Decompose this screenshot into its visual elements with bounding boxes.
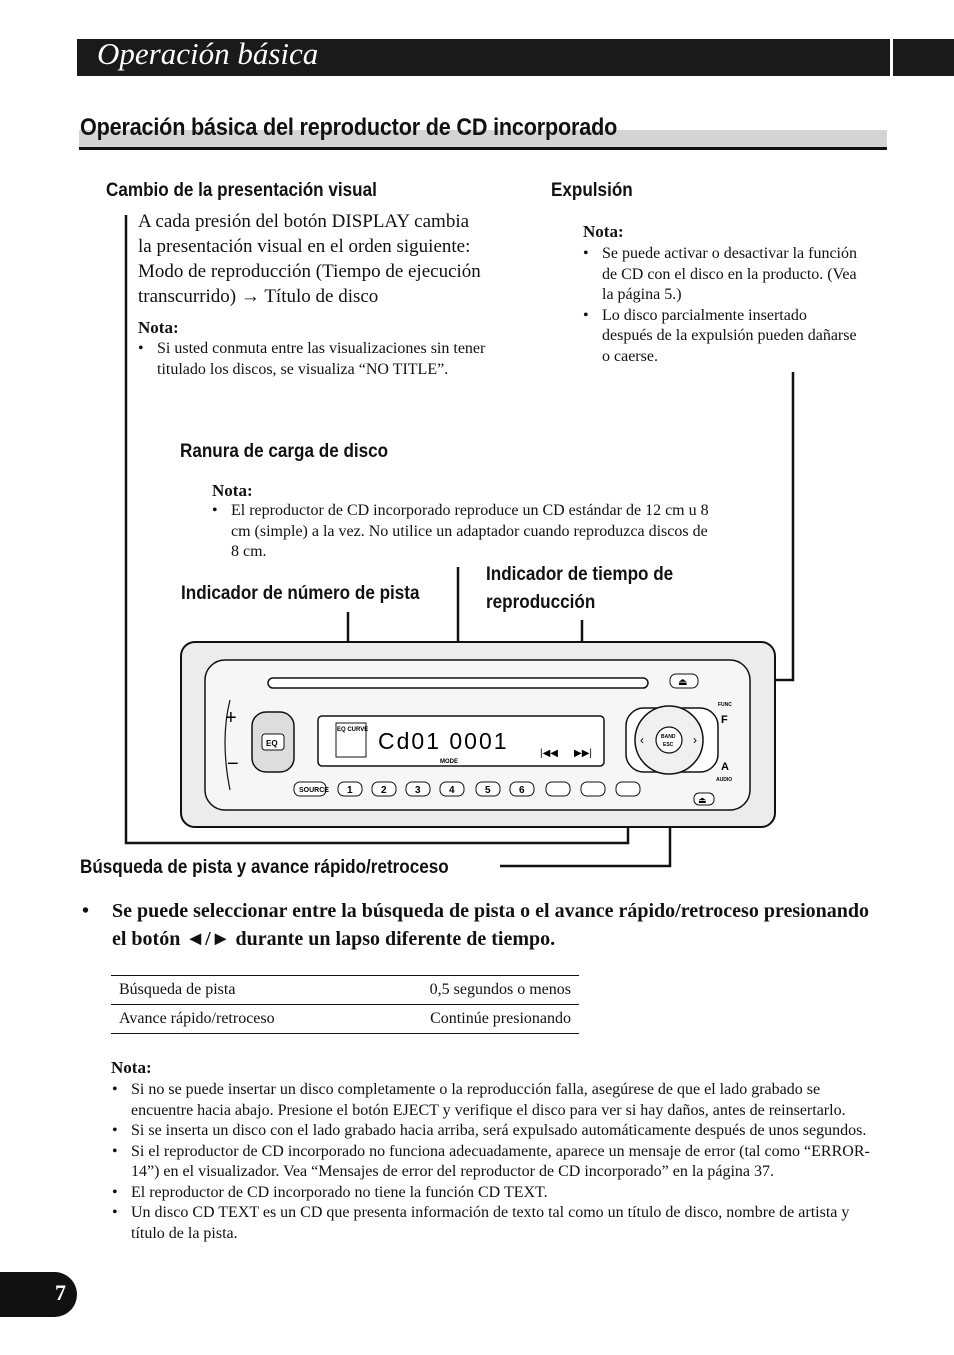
esc-label: ESC	[663, 742, 674, 748]
list-item: • Si no se puede insertar un disco completamente o la reproducción falla, asegúrese de que el lado grabado se encuentre hacia abajo. Presione el botón EJECT y verifique el disco para ver si hay daños, antes de reinsertarlo.	[112, 1080, 872, 1121]
list-item: • Lo disco parcialmente insertado después de la expulsión pueden dañarse o caerse.	[583, 306, 858, 368]
svg-text:2: 2	[381, 785, 387, 796]
search-table	[111, 975, 579, 1034]
svg-text:3: 3	[415, 785, 421, 796]
display-change-line-3: Modo de reproducción (Tiempo de ejecución	[138, 261, 481, 282]
f-label: F	[721, 714, 728, 726]
svg-text:4: 4	[449, 785, 455, 796]
table-cell: Búsqueda de pista	[111, 976, 355, 1005]
source-button-label: SOURCE	[299, 787, 329, 794]
table-row	[111, 976, 579, 1005]
table-row	[111, 1005, 579, 1034]
list-item: • Si se inserta un disco con el lado grabado hacia arriba, será expulsado automáticamente después de unos segundos.	[112, 1121, 872, 1142]
prev-track-icon: |◀◀	[540, 748, 558, 759]
svg-text:6: 6	[519, 785, 525, 796]
time-indicator-line-1: Indicador de tiempo de	[486, 564, 674, 585]
disc-slot-note-label: Nota:	[212, 481, 253, 500]
eq-button-label: EQ	[266, 739, 278, 748]
right-arrow-icon: →	[240, 286, 260, 307]
mode-label: MODE	[440, 759, 458, 765]
track-indicator-label: Indicador de número de pista	[181, 583, 420, 604]
page-number: 7	[55, 1280, 66, 1305]
list-item: • El reproductor de CD incorporado reproduce un CD estándar de 12 cm u 8 cm (simple) a la vez. No utilice un adaptador cuando reproduzca discos de 8 cm.	[212, 501, 712, 563]
time-indicator-line-2: reproducción	[486, 592, 596, 613]
eject-label: Expulsión	[551, 180, 633, 201]
disc-slot	[268, 678, 648, 688]
section-title: Operación básica del reproductor de CD incorporado	[80, 114, 618, 141]
volume-down-icon: −	[227, 753, 239, 775]
next-track-icon: ▶▶|	[574, 748, 592, 759]
disc-slot-label: Ranura de carga de disco	[180, 441, 389, 462]
table-cell: Avance rápido/retroceso	[111, 1005, 355, 1034]
svg-text:5: 5	[485, 785, 491, 796]
page-number-tab	[0, 1272, 77, 1317]
search-label: Búsqueda de pista y avance rápido/retroceso	[80, 857, 449, 878]
list-item: • El reproductor de CD incorporado no tiene la función CD TEXT.	[112, 1183, 872, 1204]
list-item: • Un disco CD TEXT es un CD que presenta información de texto tal como un título de disco, nombre de artista y título de la pista.	[112, 1203, 872, 1244]
display-change-note-label: Nota:	[138, 318, 179, 337]
page-title: Operación básica	[97, 36, 319, 71]
display-change-label: Cambio de la presentación visual	[106, 180, 377, 201]
left-arrow-icon: ‹	[640, 733, 644, 747]
svg-text:1: 1	[347, 785, 353, 796]
func-label: FUNC	[718, 702, 732, 708]
display-change-line-2: la presentación visual en el orden siguiente:	[138, 236, 471, 257]
lcd-text: Cd01 0001	[378, 728, 509, 754]
bullet-icon: •	[82, 900, 90, 922]
volume-up-icon: +	[225, 707, 237, 729]
table-cell: Continúe presionando	[355, 1005, 579, 1034]
list-item: • Si el reproductor de CD incorporado no funciona adecuadamente, aparece un mensaje de error (tal como “ERROR-14”) en el visualizador. Vea “Mensajes de error del reproductor de CD incorporado” en la página 37.	[112, 1142, 872, 1183]
detach-icon: ⏏	[698, 795, 707, 805]
display-change-suffix: Título de disco	[264, 286, 379, 307]
eq-curve-label: EQ CURVE	[337, 727, 369, 733]
audio-label: AUDIO	[716, 777, 733, 783]
eject-icon: ⏏	[678, 677, 688, 688]
main-bullet-text: Se puede seleccionar entre la búsqueda de pista o el avance rápido/retroceso presionando el botón ◄/► durante un lapso diferente de tiempo.	[112, 900, 870, 950]
bottom-note-label: Nota:	[111, 1058, 152, 1077]
list-item: • Se puede activar o desactivar la función de CD con el disco en la producto. (Vea la página 5.)	[583, 244, 858, 306]
display-change-prefix: transcurrido)	[138, 286, 237, 307]
right-arrow-icon-pad: ›	[693, 733, 697, 747]
a-label: A	[721, 761, 729, 773]
eject-note-label: Nota:	[583, 222, 624, 241]
table-cell: 0,5 segundos o menos	[355, 976, 579, 1005]
display-change-line-1: A cada presión del botón DISPLAY cambia	[138, 211, 470, 232]
band-label: BAND	[661, 734, 676, 740]
bottom-notes	[112, 1080, 872, 1244]
list-item: • Si usted conmuta entre las visualizaciones sin tener titulado los discos, se visualiza “NO TITLE”.	[138, 339, 508, 380]
